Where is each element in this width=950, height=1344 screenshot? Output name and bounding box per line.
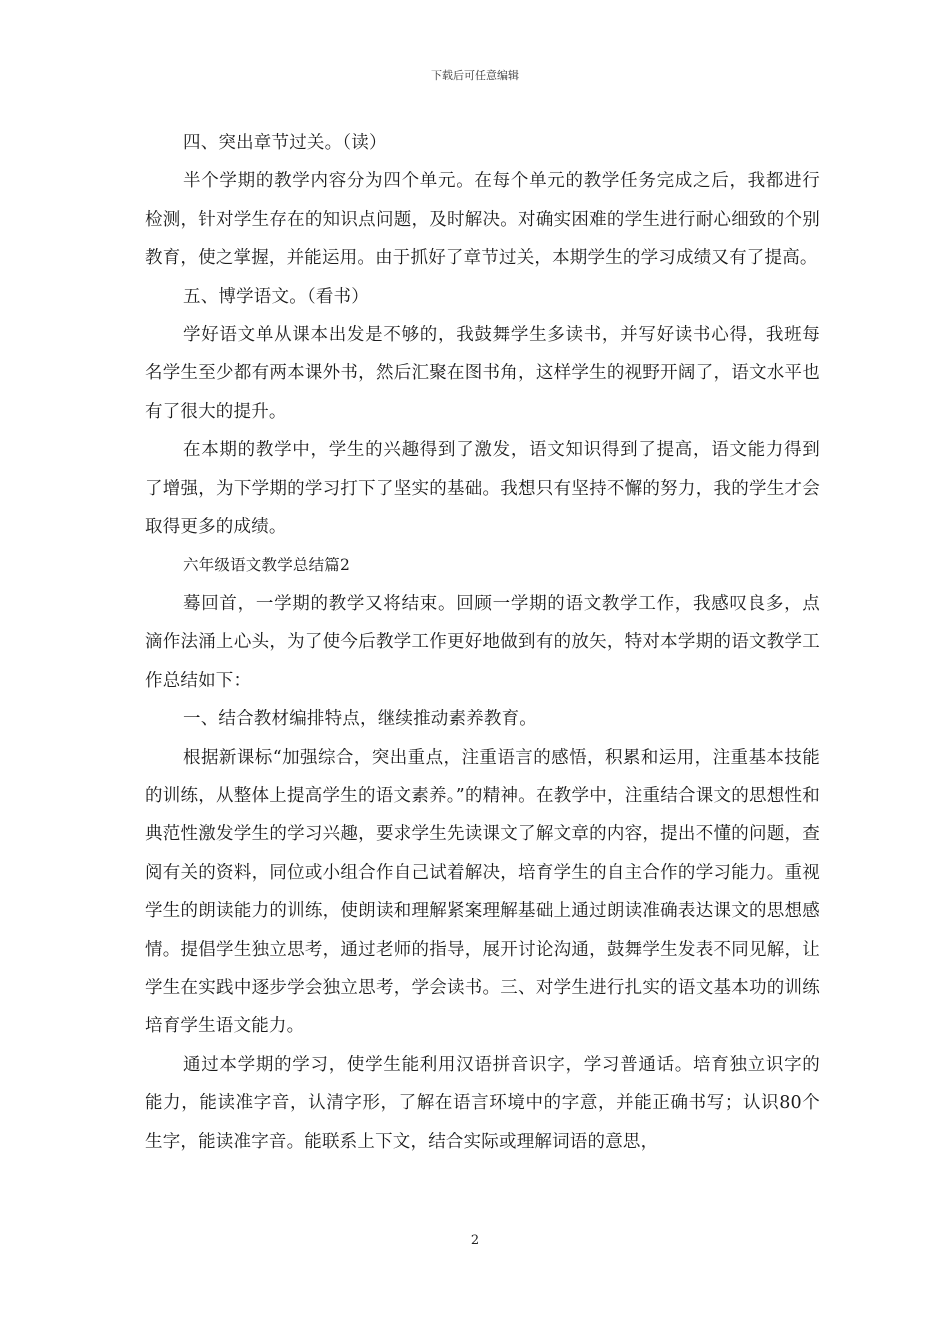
paragraph: 半个学期的教学内容分为四个单元。在每个单元的教学任务完成之后，我都进行检测，针对学生存在的知识点问题，及时解决。对确实困难的学生进行耐心细致的个别教育，使之掌握，并能运用。由于抓好了章节过关，本期学生的学习成绩又有了提高。 — [145, 171, 820, 269]
paragraph: 学好语文单从课本出发是不够的，我鼓舞学生多读书，并写好读书心得，我班每名学生至少都有两本课外书，然后汇聚在图书角，这样学生的视野开阔了，语文水平也有了很大的提升。 — [145, 325, 820, 422]
paragraph: 根据新课标“加强综合，突出重点，注重语言的感悟，积累和运用，注重基本技能的训练，从整体上提高学生的语文素养。”的精神。在教学中，注重结合课文的思想性和典范性激发学生的学习兴趣，要求学生先读课文了解文章的内容，提出不懂的问题，查阅有关的资料，同位或小组合作自己试着解决，培育学生的自主合作的学习能力。重视学生的朗读能力的训练，使朗读和理解紧案理解基础上通过朗读准确表达课文的思想感情。提倡学生独立思考，通过老师的指导，展开讨论沟通，鼓舞学生发表不同见解，让学生在实践中逐步学会独立思考，学会读书。三、对学生进行扎实的语文基本功的训练培育学生语文能力。 — [145, 747, 820, 1037]
page-header: 下载后可任意编辑 — [431, 69, 519, 82]
document-body — [145, 124, 820, 1161]
paragraph: 蓦回首，一学期的教学又将结束。回顾一学期的语文教学工作，我感叹良多，点滴作法涌上心头，为了使今后教学工作更好地做到有的放矢，特对本学期的语文教学工作总结如下： — [145, 593, 820, 691]
page-number: 2 — [470, 1233, 480, 1248]
section-heading-1: 一、结合教材编排特点，继续推动素养教育。 — [183, 709, 537, 730]
section-heading-4: 四、突出章节过关。（读） — [183, 133, 387, 153]
paragraph: 在本期的教学中，学生的兴趣得到了激发，语文知识得到了提高，语文能力得到了增强，为下学期的学习打下了坚实的基础。我想只有坚持不懈的努力，我的学生才会取得更多的成绩。 — [145, 440, 820, 538]
article-title: 六年级语文教学总结篇2 — [183, 556, 351, 575]
section-heading-5: 五、博学语文。（看书） — [183, 286, 369, 307]
paragraph: 通过本学期的学习，使学生能利用汉语拼音识字，学习普通话。培育独立识字的能力，能读准字音，认清字形，了解在语言环境中的字意，并能正确书写；认识80个生字，能读准字音。能联系上下文，结合实际或理解词语的意思， — [145, 1054, 820, 1152]
